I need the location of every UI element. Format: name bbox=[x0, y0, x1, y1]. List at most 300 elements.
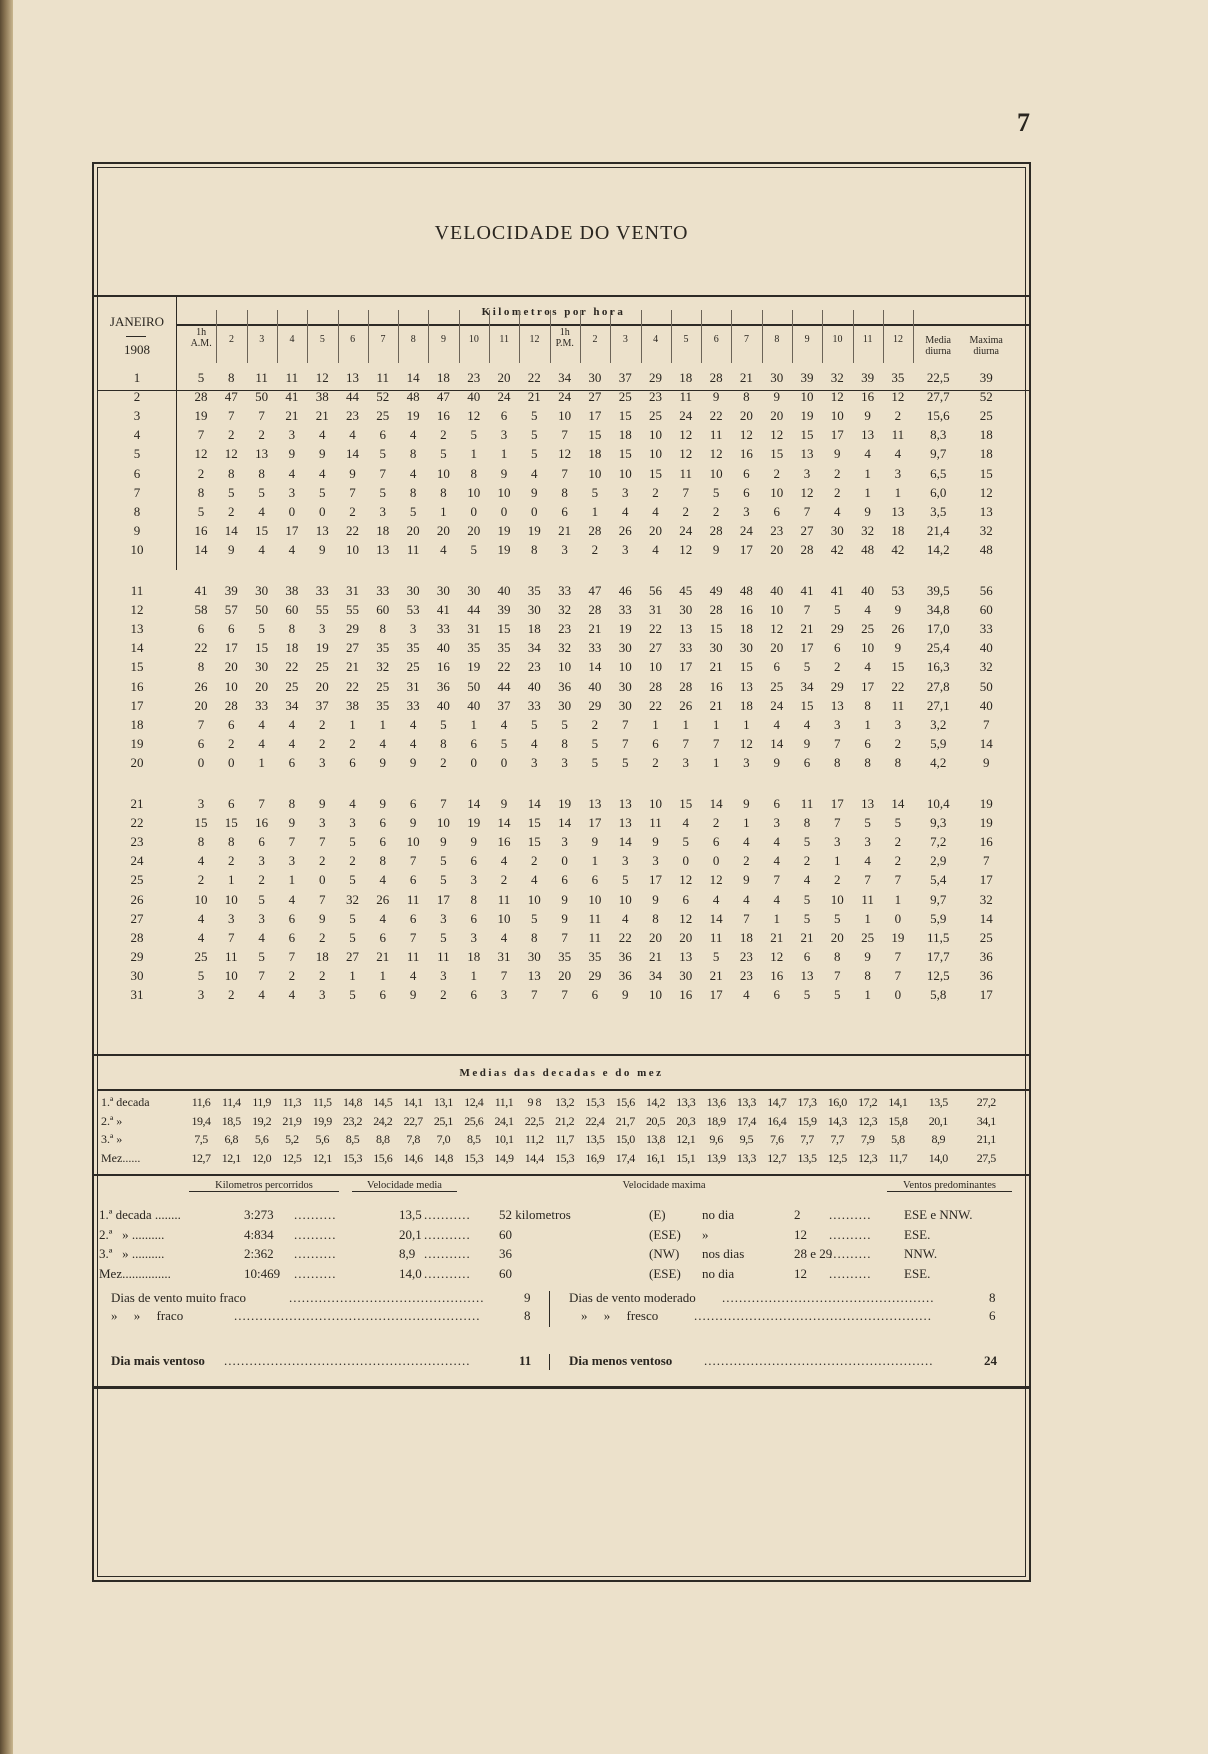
hour-value: 11 bbox=[679, 465, 693, 481]
hour-value: 7 bbox=[288, 948, 296, 964]
hour-value: 13 bbox=[255, 446, 269, 462]
mean-value: 14,3 bbox=[827, 1113, 847, 1128]
hour-value: 25 bbox=[861, 621, 875, 637]
mean-value: 11,5 bbox=[312, 1095, 332, 1109]
hour-value: 33 bbox=[406, 697, 420, 713]
hour-value: 3 bbox=[197, 987, 205, 1002]
hour-value: 6 bbox=[470, 735, 477, 751]
hour-value: 19 bbox=[800, 408, 814, 424]
hour-value: 6 bbox=[561, 872, 568, 888]
hour-value: 24 bbox=[770, 697, 784, 713]
hour-value: 47 bbox=[436, 389, 450, 405]
hour-value: 40 bbox=[467, 389, 481, 405]
mean-value: 25,1 bbox=[433, 1113, 453, 1128]
hour-value: 13 bbox=[315, 522, 329, 538]
hour-value: 28 bbox=[588, 602, 602, 618]
hour-value: 35 bbox=[588, 948, 602, 964]
hour-value: 1 bbox=[228, 872, 235, 888]
hour-value: 5 bbox=[803, 891, 811, 907]
hour-value: 1 bbox=[894, 891, 902, 907]
daily-mean: 2,9 bbox=[930, 853, 947, 869]
day-number: 19 bbox=[130, 735, 144, 751]
hour-value: 3 bbox=[894, 465, 902, 481]
summary-mean: 8,9 bbox=[399, 1246, 416, 1261]
means-max: 21,1 bbox=[976, 1132, 996, 1146]
hour-value: 4 bbox=[803, 716, 811, 732]
hour-value: 7 bbox=[894, 872, 902, 888]
hour-value: 19 bbox=[891, 929, 905, 945]
hour-value: 23 bbox=[527, 659, 541, 675]
hour-value: 8 bbox=[228, 465, 235, 481]
hour-value: 10 bbox=[194, 891, 208, 907]
hour-value: 19 bbox=[618, 621, 632, 637]
hour-value: 9 bbox=[712, 389, 720, 405]
hour-value: 1 bbox=[349, 716, 356, 732]
hour-value: 30 bbox=[709, 640, 723, 656]
mean-value: 19,4 bbox=[191, 1113, 211, 1128]
daily-max: 7 bbox=[982, 716, 990, 732]
hour-value: 20 bbox=[679, 929, 693, 945]
summary-label: Mez............... bbox=[99, 1265, 171, 1281]
mean-value: 18,5 bbox=[221, 1113, 241, 1128]
hour-value: 28 bbox=[588, 522, 602, 538]
hour-value: 4 bbox=[409, 716, 417, 732]
hour-value: 15 bbox=[194, 815, 208, 831]
hour-value: 23 bbox=[739, 948, 753, 964]
hour-value: 11 bbox=[285, 370, 299, 385]
mean-value: 17,3 bbox=[797, 1095, 817, 1109]
hour-value: 60 bbox=[376, 602, 390, 618]
hour-value: 32 bbox=[830, 370, 844, 385]
hour-value: 8 bbox=[440, 484, 447, 500]
hour-value: 0 bbox=[712, 853, 720, 869]
day-number: 6 bbox=[133, 465, 141, 481]
hour-value: 9 bbox=[743, 872, 750, 888]
hour-value: 6 bbox=[682, 891, 690, 907]
mean-value: 8,5 bbox=[466, 1132, 481, 1146]
daily-max: 17 bbox=[979, 987, 993, 1002]
hour-value: 17 bbox=[285, 522, 299, 538]
hour-value: 10 bbox=[830, 408, 844, 424]
means-mean: 14,0 bbox=[928, 1150, 948, 1165]
hour-value: 50 bbox=[467, 678, 481, 694]
hour-value: 1 bbox=[743, 815, 750, 831]
mean-value: 14,4 bbox=[524, 1150, 544, 1165]
hour-value: 41 bbox=[800, 583, 814, 598]
hour-value: 16 bbox=[436, 408, 450, 424]
hour-value: 1 bbox=[288, 872, 296, 888]
hour-value: 0 bbox=[318, 503, 326, 519]
hour-value: 30 bbox=[770, 370, 784, 385]
hour-value: 3 bbox=[561, 834, 568, 850]
hour-value: 10 bbox=[649, 659, 662, 675]
hour-value: 40 bbox=[467, 697, 481, 713]
mean-value: 13,8 bbox=[646, 1132, 665, 1146]
summary-when: no dia bbox=[702, 1207, 735, 1222]
hour-value: 25 bbox=[376, 678, 390, 694]
hour-value: 7 bbox=[409, 929, 417, 945]
hour-value: 4 bbox=[197, 929, 205, 945]
hour-value: 18 bbox=[588, 446, 602, 462]
hour-value: 7 bbox=[621, 716, 629, 732]
hour-value: 21 bbox=[285, 408, 299, 424]
hour-value: 5 bbox=[258, 891, 265, 907]
daily-max: 25 bbox=[979, 408, 993, 424]
hour-value: 10 bbox=[588, 891, 602, 907]
hour-value: 1 bbox=[440, 503, 447, 519]
mean-value: 15,6 bbox=[373, 1150, 393, 1165]
hour-value: 4 bbox=[864, 446, 871, 462]
hour-value: 10 bbox=[346, 541, 359, 557]
hour-value: 12 bbox=[315, 370, 329, 385]
mean-value: 24,2 bbox=[373, 1113, 393, 1128]
hour-value: 3 bbox=[652, 853, 659, 869]
hour-value: 9 bbox=[652, 834, 659, 850]
hour-value: 17 bbox=[739, 541, 753, 557]
hour-value: 10 bbox=[436, 815, 450, 831]
hour-value: 8 bbox=[197, 484, 205, 500]
hour-value: 9 bbox=[743, 796, 750, 811]
hour-value: 25 bbox=[285, 678, 299, 694]
hour-value: 2 bbox=[318, 735, 326, 751]
hour-value: 10 bbox=[558, 659, 572, 675]
mean-value: 13,5 bbox=[797, 1150, 817, 1165]
hour-value: 19 bbox=[467, 815, 481, 831]
hour-value: 21 bbox=[346, 659, 359, 675]
hour-value: 28 bbox=[194, 389, 208, 405]
hour-value: 12 bbox=[770, 948, 784, 964]
hour-value: 20 bbox=[436, 522, 450, 538]
hour-value: 7 bbox=[349, 484, 356, 500]
hour-value: 13 bbox=[376, 541, 390, 557]
hour-value: 25 bbox=[649, 408, 662, 424]
hour-value: 7 bbox=[803, 602, 811, 618]
hour-value: 7 bbox=[773, 872, 780, 888]
hour-value: 12 bbox=[194, 446, 208, 462]
hour-value: 56 bbox=[649, 583, 662, 598]
mean-value: 24,1 bbox=[494, 1113, 514, 1128]
hour-value: 4 bbox=[288, 735, 296, 751]
hour-value: 8 bbox=[864, 697, 871, 713]
hour-value: 6 bbox=[743, 484, 750, 500]
hour-value: 3 bbox=[743, 754, 750, 770]
hour-value: 22 bbox=[709, 408, 723, 424]
mean-value: 7,0 bbox=[436, 1132, 451, 1146]
hour-value: 38 bbox=[346, 697, 359, 713]
mean-value: 7,8 bbox=[406, 1132, 420, 1146]
hour-value: 41 bbox=[830, 583, 844, 598]
hour-value: 5 bbox=[531, 716, 538, 732]
hour-value: 22 bbox=[527, 370, 541, 385]
hour-value: 2 bbox=[440, 987, 447, 1002]
hour-value: 5 bbox=[440, 716, 447, 732]
daily-max: 60 bbox=[979, 602, 993, 618]
daily-max: 25 bbox=[979, 929, 993, 945]
hour-value: 12 bbox=[679, 427, 693, 443]
hour-value: 7 bbox=[258, 408, 265, 424]
daily-mean: 27,7 bbox=[926, 389, 950, 405]
hour-value: 10 bbox=[649, 987, 662, 1002]
hour-value: 4 bbox=[258, 716, 265, 732]
hour-value: 1 bbox=[470, 716, 477, 732]
day-number: 23 bbox=[130, 834, 144, 850]
hour-value: 2 bbox=[318, 716, 326, 732]
hour-value: 5 bbox=[591, 754, 599, 770]
hour-value: 3 bbox=[288, 484, 296, 500]
hour-value: 22 bbox=[891, 678, 905, 694]
mean-value: 22,7 bbox=[403, 1113, 423, 1128]
hour-value: 21 bbox=[739, 370, 753, 385]
hour-value: 35 bbox=[376, 640, 390, 656]
hour-value: 9 bbox=[561, 891, 568, 907]
hour-value: 36 bbox=[558, 678, 572, 694]
hour-value: 10 bbox=[224, 967, 238, 983]
hour-value: 8 bbox=[470, 465, 477, 481]
page-title: VELOCIDADE DO VENTO bbox=[434, 222, 689, 244]
daily-max: 19 bbox=[979, 796, 993, 811]
hour-value: 7 bbox=[561, 427, 568, 443]
hour-value: 4 bbox=[500, 716, 508, 732]
means-header: Medias das decadas e do mez bbox=[459, 1067, 664, 1079]
hour-value: 9 bbox=[318, 446, 326, 462]
hour-value: 29 bbox=[346, 621, 359, 637]
hour-header-22: 10 bbox=[832, 334, 843, 345]
hour-value: 7 bbox=[258, 796, 265, 811]
hour-value: 57 bbox=[224, 602, 238, 618]
hour-value: 11 bbox=[225, 948, 238, 964]
day-number: 28 bbox=[130, 929, 144, 945]
daily-mean: 5,9 bbox=[930, 910, 947, 926]
hour-value: 35 bbox=[527, 583, 541, 598]
hour-value: 4 bbox=[288, 541, 296, 557]
hour-value: 24 bbox=[558, 389, 572, 405]
hour-value: 26 bbox=[376, 891, 390, 907]
mean-value: 20,3 bbox=[676, 1113, 696, 1128]
hour-value: 4 bbox=[379, 735, 387, 751]
mean-value: 19,9 bbox=[312, 1113, 332, 1128]
daily-max: 15 bbox=[979, 465, 993, 481]
hour-value: 1 bbox=[652, 716, 659, 732]
hour-value: 5 bbox=[682, 834, 690, 850]
hour-value: 2 bbox=[440, 754, 447, 770]
hour-value: 20 bbox=[406, 522, 420, 538]
hour-value: 6 bbox=[591, 872, 599, 888]
hour-value: 31 bbox=[346, 583, 359, 598]
hour-value: 17 bbox=[679, 659, 693, 675]
day-number: 12 bbox=[130, 602, 144, 618]
hour-value: 16 bbox=[709, 678, 723, 694]
hour-value: 5 bbox=[864, 815, 871, 831]
mean-value: 17,4 bbox=[615, 1150, 635, 1165]
hour-value: 5 bbox=[803, 910, 811, 926]
hour-value: 16 bbox=[436, 659, 450, 675]
hour-value: 6 bbox=[834, 640, 841, 656]
hour-value: 6 bbox=[773, 503, 780, 519]
hour-value: 11 bbox=[406, 541, 420, 557]
hour-value: 4 bbox=[258, 735, 265, 751]
hour-value: 1 bbox=[864, 910, 871, 926]
daily-mean: 39,5 bbox=[926, 583, 950, 598]
mean-value: 15,3 bbox=[343, 1150, 362, 1165]
hour-value: 20 bbox=[497, 370, 511, 385]
hour-value: 11 bbox=[255, 370, 268, 385]
hour-value: 3 bbox=[621, 853, 629, 869]
hour-value: 18 bbox=[436, 370, 450, 385]
hour-header-10: 10 bbox=[468, 334, 479, 345]
hour-value: 30 bbox=[406, 583, 420, 598]
summary-direction: (NW) bbox=[649, 1246, 680, 1261]
hour-value: 2 bbox=[531, 853, 538, 869]
hour-value: 9 bbox=[894, 602, 902, 618]
hour-value: 29 bbox=[830, 621, 844, 637]
hour-value: 21 bbox=[649, 948, 662, 964]
hour-value: 52 bbox=[376, 389, 390, 405]
hour-value: 47 bbox=[588, 583, 602, 598]
hour-value: 0 bbox=[500, 754, 508, 770]
hour-value: 20 bbox=[467, 522, 481, 538]
hour-value: 18 bbox=[891, 522, 905, 538]
hour-value: 9 bbox=[440, 834, 447, 850]
calm-moderate-label: Dias de vento moderado bbox=[569, 1290, 696, 1305]
hour-value: 8 bbox=[652, 910, 659, 926]
mean-value: 13,3 bbox=[676, 1095, 696, 1109]
daily-mean: 34,8 bbox=[926, 602, 950, 618]
hour-value: 33 bbox=[436, 621, 450, 637]
hour-value: 44 bbox=[346, 389, 359, 405]
hour-value: 23 bbox=[739, 967, 753, 983]
hour-value: 28 bbox=[649, 678, 662, 694]
hour-value: 6 bbox=[652, 735, 659, 751]
summary-header-km: Kilometros percorridos bbox=[189, 1180, 339, 1192]
daily-max: 36 bbox=[979, 967, 993, 983]
hour-value: 7 bbox=[712, 735, 720, 751]
hour-value: 7 bbox=[682, 735, 690, 751]
daily-mean: 11,5 bbox=[927, 929, 950, 945]
hour-header-3: 3 bbox=[259, 334, 265, 345]
hour-value: 9 bbox=[379, 754, 387, 770]
hour-value: 8 bbox=[409, 484, 417, 500]
mean-value: 13,9 bbox=[706, 1150, 726, 1165]
hour-value: 4 bbox=[197, 910, 205, 926]
hour-value: 34 bbox=[285, 697, 299, 713]
hour-value: 2 bbox=[318, 929, 326, 945]
hour-value: 20 bbox=[739, 408, 753, 424]
mean-value: 15,0 bbox=[615, 1132, 635, 1146]
hour-value: 40 bbox=[436, 697, 450, 713]
daily-mean: 25,4 bbox=[926, 640, 950, 656]
hour-value: 4 bbox=[288, 465, 296, 481]
calmest-day-label: Dia menos ventoso bbox=[569, 1353, 673, 1368]
hour-value: 39 bbox=[800, 370, 814, 385]
hour-value: 25 bbox=[618, 389, 632, 405]
hour-value: 19 bbox=[558, 796, 572, 811]
hour-value: 7 bbox=[228, 929, 235, 945]
hour-value: 3 bbox=[773, 815, 780, 831]
hour-value: 3 bbox=[743, 503, 750, 519]
hour-value: 8 bbox=[561, 484, 568, 500]
hour-value: 14 bbox=[891, 796, 905, 811]
hour-value: 27 bbox=[588, 389, 602, 405]
hour-header-9: 9 bbox=[441, 334, 447, 345]
hour-value: 10 bbox=[649, 796, 662, 811]
summary-max: 60 bbox=[499, 1265, 512, 1281]
hour-value: 13 bbox=[739, 678, 753, 694]
day-number: 10 bbox=[130, 541, 144, 557]
hour-value: 30 bbox=[467, 583, 481, 598]
mean-value: 22,5 bbox=[524, 1113, 544, 1128]
hour-value: 7 bbox=[318, 891, 326, 907]
hour-value: 9 bbox=[409, 754, 417, 770]
hour-value: 6 bbox=[712, 834, 720, 850]
hour-value: 5 bbox=[712, 484, 720, 500]
mean-value: 12,3 bbox=[858, 1150, 878, 1165]
hour-value: 40 bbox=[770, 583, 784, 598]
hour-value: 19 bbox=[497, 541, 511, 557]
hour-value: 11 bbox=[861, 891, 874, 907]
hour-value: 13 bbox=[618, 815, 632, 831]
hour-value: 8 bbox=[379, 853, 387, 869]
hour-value: 18 bbox=[285, 640, 299, 656]
page-number: 7 bbox=[1017, 108, 1030, 137]
hour-value: 11 bbox=[709, 427, 723, 443]
mean-value: 15,9 bbox=[797, 1113, 817, 1128]
summary-km: 4:834 bbox=[244, 1226, 274, 1242]
hour-value: 17 bbox=[649, 872, 662, 888]
calm-weak-value: 8 bbox=[524, 1308, 531, 1323]
means-mean: 8,9 bbox=[931, 1132, 945, 1146]
hour-value: 25 bbox=[406, 659, 420, 675]
hour-value: 8 bbox=[531, 929, 538, 945]
summary-mean: 20,1 bbox=[399, 1226, 422, 1242]
mean-value: 15,8 bbox=[888, 1113, 908, 1128]
hour-value: 36 bbox=[618, 967, 632, 983]
daily-max: 52 bbox=[979, 389, 993, 405]
hour-value: 53 bbox=[891, 583, 905, 598]
hour-value: 2 bbox=[894, 834, 902, 850]
hour-value: 5 bbox=[349, 872, 356, 888]
hour-value: 2 bbox=[258, 872, 265, 888]
hour-value: 10 bbox=[800, 389, 814, 405]
hour-value: 17 bbox=[709, 987, 723, 1002]
hour-value: 21 bbox=[709, 967, 723, 983]
hour-value: 4 bbox=[894, 446, 902, 462]
hour-value: 4 bbox=[197, 853, 205, 869]
title-rule bbox=[94, 295, 1029, 297]
hour-value: 42 bbox=[891, 541, 905, 557]
daily-mean: 3,2 bbox=[930, 716, 947, 732]
mean-value: 16,9 bbox=[585, 1150, 605, 1165]
hour-value: 16 bbox=[194, 522, 208, 538]
hour-value: 44 bbox=[467, 602, 481, 618]
hour-value: 6 bbox=[197, 735, 205, 751]
hour-value: 13 bbox=[891, 503, 905, 519]
means-row-label: 1.ª decada bbox=[101, 1095, 150, 1109]
hour-value: 15 bbox=[224, 815, 238, 831]
hour-value: 1 bbox=[470, 967, 477, 983]
hour-value: 2 bbox=[228, 987, 235, 1002]
hour-value: 2 bbox=[318, 853, 326, 869]
hour-value: 5 bbox=[440, 929, 447, 945]
day-number: 18 bbox=[130, 716, 144, 732]
hour-value: 9 bbox=[349, 465, 356, 481]
means-header-rule bbox=[98, 1089, 1029, 1091]
mean-value: 12,1 bbox=[676, 1132, 696, 1146]
hour-value: 4 bbox=[409, 967, 417, 983]
hour-value: 22 bbox=[346, 522, 359, 538]
hour-value: 28 bbox=[709, 370, 723, 385]
hour-value: 17 bbox=[830, 796, 844, 811]
year-label: 1908 bbox=[124, 342, 150, 357]
